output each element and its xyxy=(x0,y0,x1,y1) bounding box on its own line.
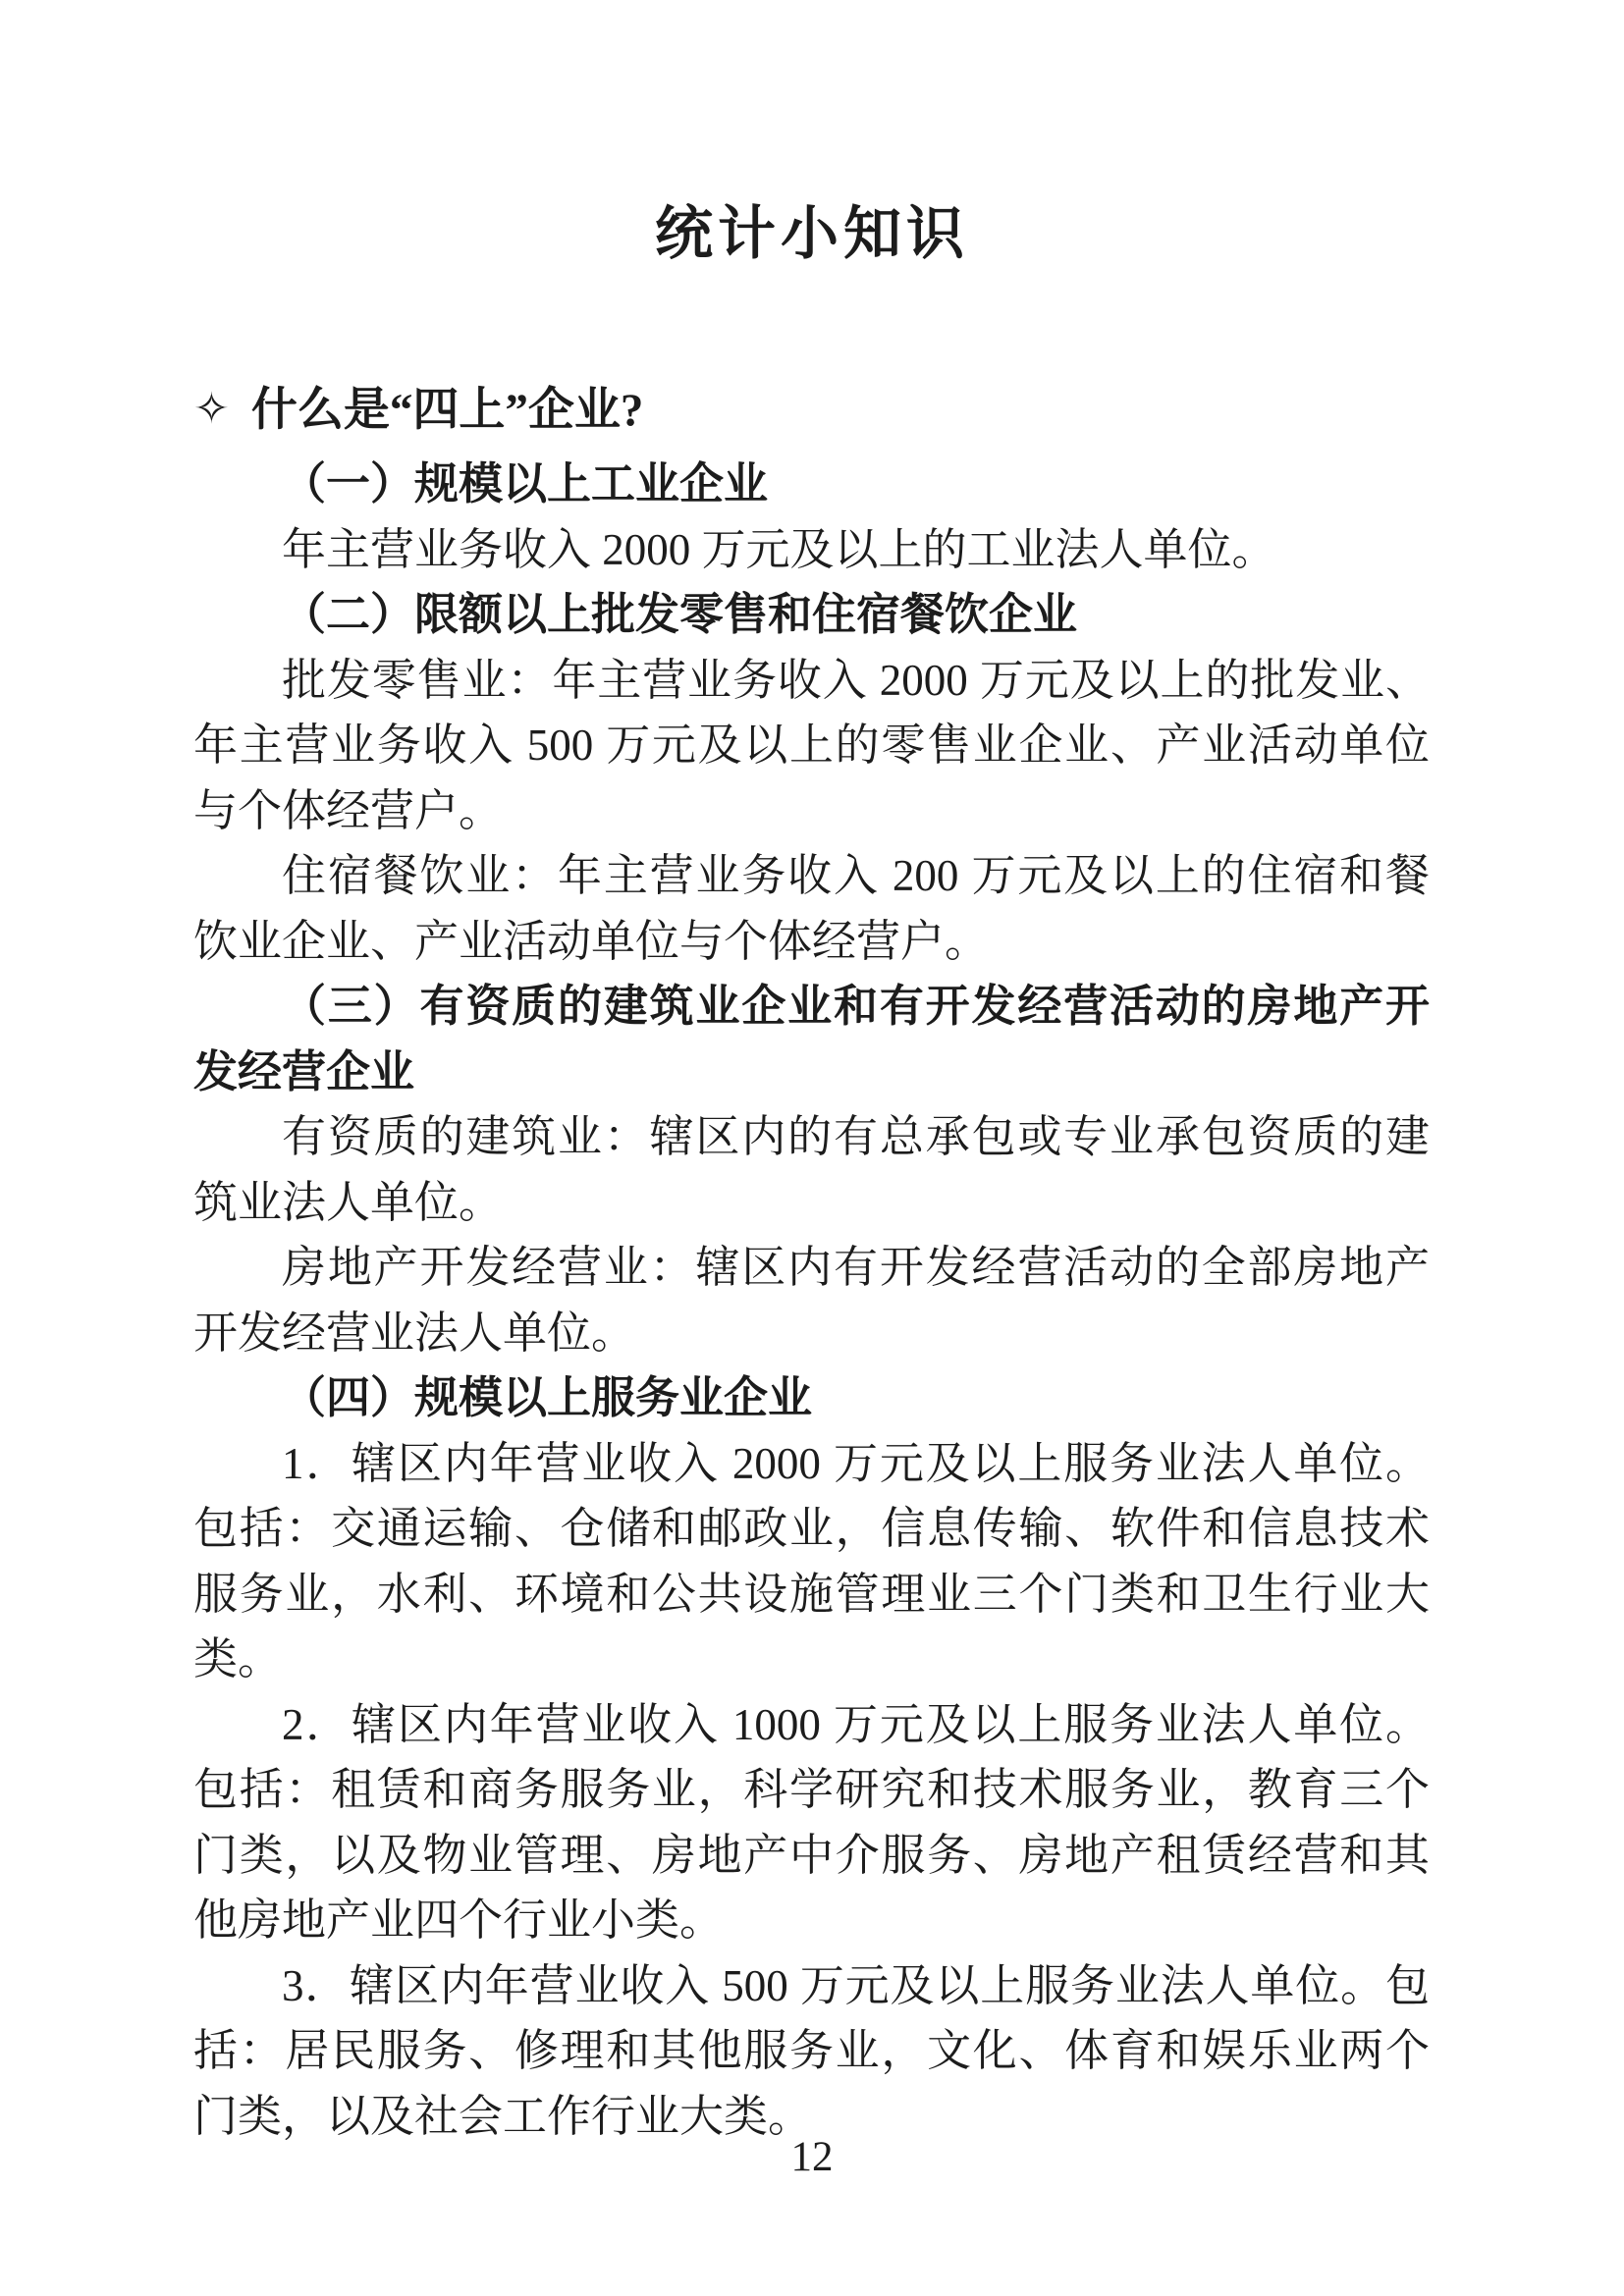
paragraph: 住宿餐饮业：年主营业务收入 200 万元及以上的住宿和餐饮业企业、产业活动单位与个体经营户。 xyxy=(193,851,1430,966)
paragraph: 1．辖区内年营业收入 2000 万元及以上服务业法人单位。包括：交通运输、仓储和邮政业，信息传输、软件和信息技术服务业，水利、环境和公共设施管理业三个门类和卫生行业大类。 xyxy=(193,1438,1430,1683)
four-pointed-star-icon: ✧ xyxy=(193,385,230,433)
paragraph: 2．辖区内年营业收入 1000 万元及以上服务业法人单位。包括：租赁和商务服务业，科学研究和技术服务业，教育三个门类，以及物业管理、房地产中介服务、房地产租赁经营和其他房地产业四个行业小类。 xyxy=(193,1699,1430,1945)
subheading-4: （四）规模以上服务业企业 xyxy=(282,1373,813,1422)
document-body xyxy=(193,384,1430,2149)
paragraph: 3．辖区内年营业收入 500 万元及以上服务业法人单位。包括：居民服务、修理和其他服务业，文化、体育和娱乐业两个门类，以及社会工作行业大类。 xyxy=(193,1960,1430,2141)
document-title: 统计小知识 xyxy=(654,201,969,266)
paragraph: 有资质的建筑业：辖区内的有总承包或专业承包资质的建筑业法人单位。 xyxy=(193,1112,1430,1227)
subheading-1: （一）规模以上工业企业 xyxy=(282,459,769,508)
paragraph: 批发零售业：年主营业务收入 2000 万元及以上的批发业、年主营业务收入 500 万元及以上的零售业企业、产业活动单位与个体经营户。 xyxy=(193,655,1430,835)
paragraph: 房地产开发经营业：辖区内有开发经营活动的全部房地产开发经营业法人单位。 xyxy=(193,1243,1430,1358)
subheading-2: （二）限额以上批发零售和住宿餐饮企业 xyxy=(282,590,1078,639)
page-number: 12 xyxy=(790,2134,834,2180)
subheading-3: （三）有资质的建筑业企业和有开发经营活动的房地产开发经营企业 xyxy=(193,982,1430,1096)
paragraph: 年主营业务收入 2000 万元及以上的工业法人单位。 xyxy=(282,524,1276,574)
section-heading-text: 什么是“四上”企业? xyxy=(250,385,644,436)
section-heading xyxy=(193,384,1430,438)
